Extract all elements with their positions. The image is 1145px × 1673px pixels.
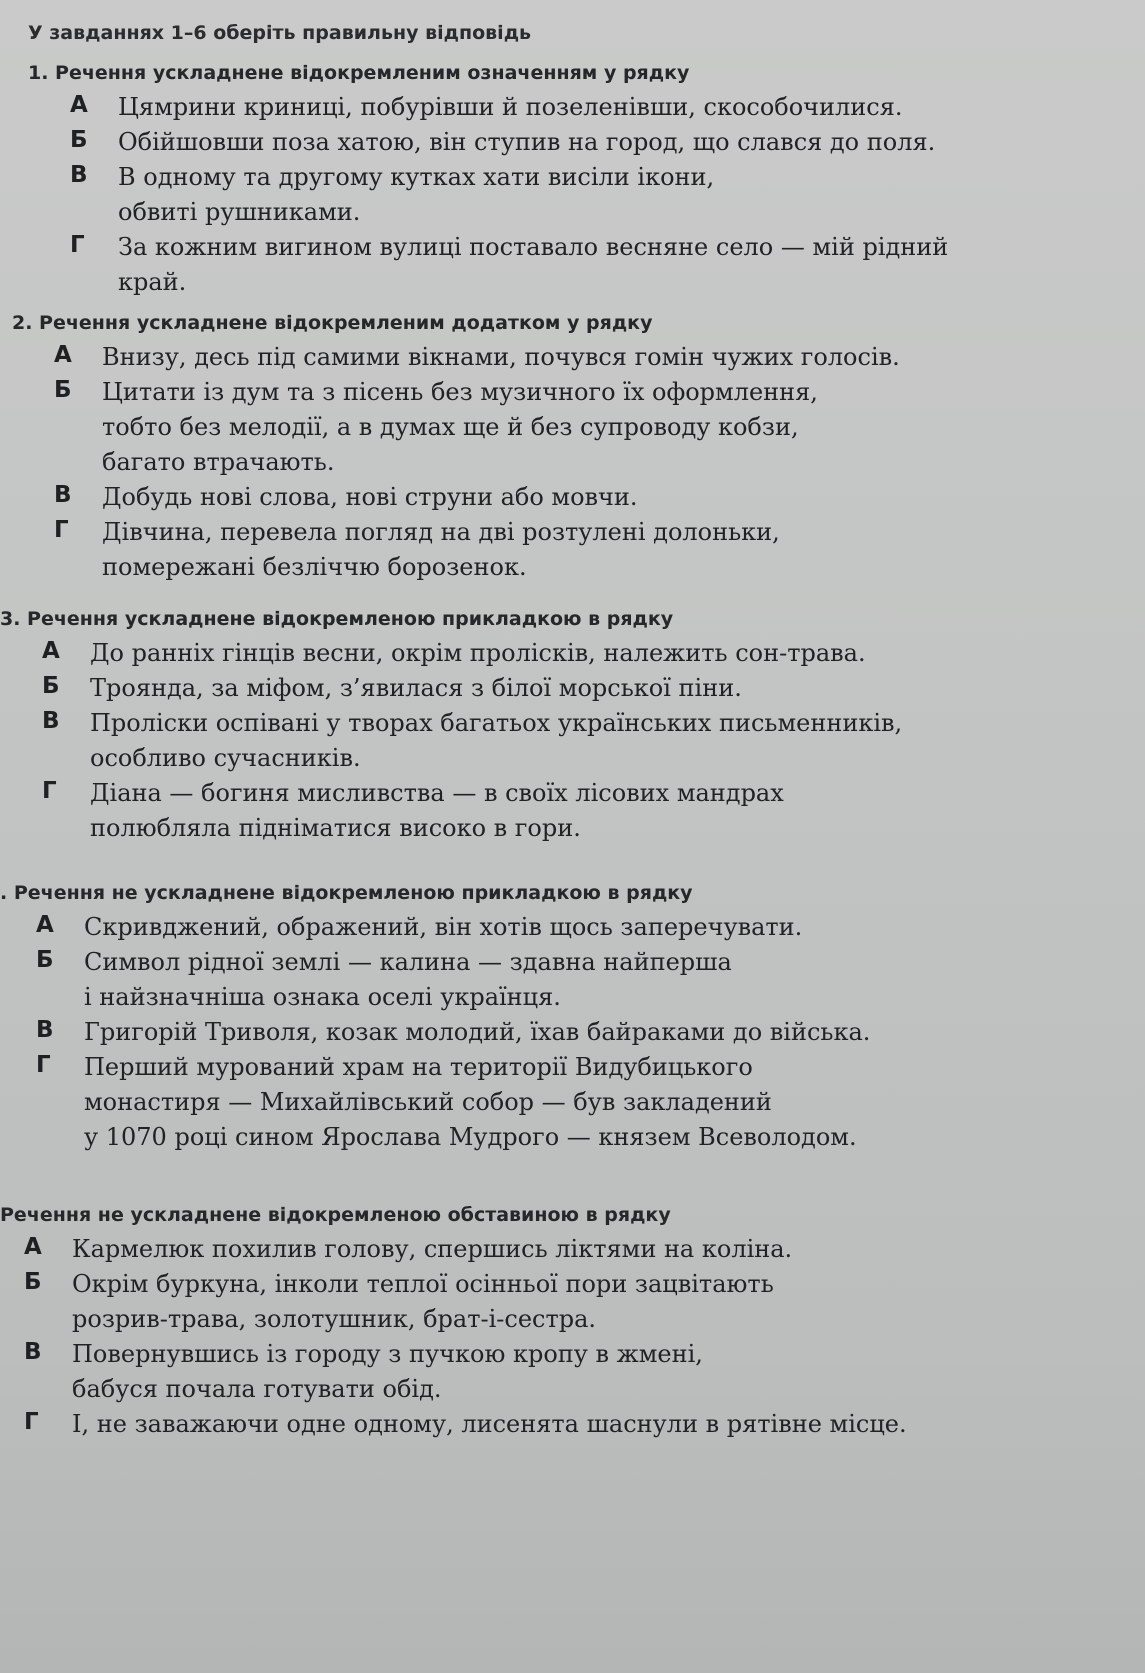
- answer-option: [54, 480, 900, 515]
- option-text-line: Троянда, за міфом, з’явилася з білої морської піни.: [90, 674, 742, 702]
- option-letter: Б: [70, 127, 88, 153]
- instruction-heading: У завданнях 1–6 оберіть правильну відповідь: [28, 22, 532, 44]
- option-text-line: В одному та другому кутках хати висіли ікони,: [118, 163, 715, 191]
- question-1: [28, 62, 949, 300]
- option-text-line: Символ рідної землі — калина — здавна найперша: [84, 948, 732, 976]
- option-letter: А: [42, 638, 60, 664]
- answer-option: [54, 340, 900, 375]
- option-text-line: полюбляла підніматися високо в гори.: [90, 814, 581, 842]
- option-letter: Г: [54, 517, 69, 543]
- answer-option: [36, 910, 870, 945]
- option-letter: В: [70, 162, 88, 188]
- option-text: [118, 125, 948, 160]
- option-letter: Б: [36, 947, 54, 973]
- option-letter: А: [24, 1234, 42, 1260]
- option-text-line: Окрім буркуна, інколи теплої осінньої пори зацвітають: [72, 1270, 774, 1298]
- option-letter: В: [54, 482, 72, 508]
- answer-option: [42, 636, 902, 671]
- answer-option: [70, 90, 948, 125]
- option-text-line: у 1070 році сином Ярослава Мудрого — князем Всеволодом.: [84, 1123, 857, 1151]
- option-text: [72, 1232, 907, 1267]
- question-3: [0, 608, 903, 846]
- option-text-line: Добудь нові слова, нові струни або мовчи.: [102, 483, 638, 511]
- option-text-line: Проліски оспівані у творах багатьох українських письменників,: [90, 709, 903, 737]
- option-letter: А: [36, 912, 54, 938]
- option-text-line: І, не заважаючи одне одному, лисенята шаснули в рятівне місце.: [72, 1410, 907, 1438]
- option-text-line: За кожним вигином вулиці поставало весняне село — мій рідний: [118, 233, 949, 261]
- option-letter: Г: [70, 232, 85, 258]
- option-text: [102, 375, 900, 480]
- option-text-line: тобто без мелодії, а в думах ще й без супроводу кобзи,: [102, 413, 799, 441]
- option-text: [102, 480, 900, 515]
- option-letter: Б: [42, 673, 60, 699]
- question-5: [0, 1204, 907, 1442]
- option-text: [102, 340, 900, 375]
- option-text-line: Кармелюк похилив голову, спершись ліктями на коліна.: [72, 1235, 793, 1263]
- option-text-line: До ранніх гінців весни, окрім пролісків, належить сон-трава.: [90, 639, 866, 667]
- answer-option: [70, 125, 948, 160]
- option-letter: Г: [36, 1052, 51, 1078]
- option-text: [90, 706, 902, 776]
- option-text: [72, 1267, 907, 1337]
- option-text-line: Обійшовши поза хатою, він ступив на город, що слався до поля.: [118, 128, 936, 156]
- answer-option: [24, 1337, 907, 1407]
- question-4: [0, 882, 871, 1155]
- option-letter: Б: [54, 377, 72, 403]
- option-text-line: Цямрини криниці, побурівши й позеленівши, скособочилися.: [118, 93, 903, 121]
- question-2: [12, 312, 900, 585]
- question-title: 3. Речення ускладнене відокремленою прикладкою в рядку: [0, 608, 674, 630]
- option-text: [90, 671, 902, 706]
- answer-option: [42, 671, 902, 706]
- option-letter: А: [54, 342, 72, 368]
- option-text: [84, 945, 870, 1015]
- option-letter: Г: [24, 1409, 39, 1435]
- answer-option: [54, 375, 900, 480]
- option-text: [118, 160, 948, 230]
- answer-option: [70, 230, 948, 300]
- option-letter: Б: [24, 1269, 42, 1295]
- option-text: [102, 515, 900, 585]
- answer-option: [42, 776, 902, 846]
- question-title: Речення не ускладнене відокремленою обставиною в рядку: [0, 1204, 671, 1226]
- option-text-line: Повернувшись із городу з пучкою кропу в жмені,: [72, 1340, 703, 1368]
- option-text-line: багато втрачають.: [102, 448, 335, 476]
- option-text-line: особливо сучасників.: [90, 744, 361, 772]
- option-letter: В: [24, 1339, 42, 1365]
- answer-option: [42, 706, 902, 776]
- answer-option: [36, 1050, 870, 1155]
- option-text: [90, 776, 902, 846]
- option-text: [72, 1337, 907, 1407]
- option-text: [72, 1407, 907, 1442]
- option-text-line: Цитати із дум та з пісень без музичного їх оформлення,: [102, 378, 818, 406]
- option-text-line: обвиті рушниками.: [118, 198, 361, 226]
- option-text-line: Григорій Триволя, козак молодий, їхав байраками до війська.: [84, 1018, 871, 1046]
- question-title: . Речення не ускладнене відокремленою прикладкою в рядку: [0, 882, 693, 904]
- answer-option: [70, 160, 948, 230]
- answer-option: [36, 945, 870, 1015]
- option-text-line: Внизу, десь під самими вікнами, почувся гомін чужих голосів.: [102, 343, 900, 371]
- option-text: [90, 636, 902, 671]
- option-text-line: і найзначніша ознака оселі українця.: [84, 983, 561, 1011]
- option-text-line: монастиря — Михайлівський собор — був закладений: [84, 1088, 772, 1116]
- answer-option: [24, 1407, 907, 1442]
- option-text-line: Перший мурований храм на території Видубицького: [84, 1053, 753, 1081]
- option-text: [118, 230, 948, 300]
- option-letter: В: [36, 1017, 54, 1043]
- answer-option: [24, 1232, 907, 1267]
- option-text-line: розрив-трава, золотушник, брат-і-сестра.: [72, 1305, 597, 1333]
- option-text-line: край.: [118, 268, 187, 296]
- option-text: [84, 1015, 870, 1050]
- option-text-line: Діана — богиня мисливства — в своїх лісових мандрах: [90, 779, 784, 807]
- answer-option: [36, 1015, 870, 1050]
- option-text: [84, 910, 870, 945]
- option-text-line: Дівчина, перевела погляд на дві розтулені долоньки,: [102, 518, 780, 546]
- option-letter: А: [70, 92, 88, 118]
- option-letter: В: [42, 708, 60, 734]
- option-text-line: бабуся почала готувати обід.: [72, 1375, 442, 1403]
- option-letter: Г: [42, 778, 57, 804]
- option-text-line: помережані безліччю борозенок.: [102, 553, 527, 581]
- option-text: [84, 1050, 870, 1155]
- question-title: 1. Речення ускладнене відокремленим означенням у рядку: [28, 62, 690, 84]
- question-title: 2. Речення ускладнене відокремленим додатком у рядку: [12, 312, 653, 334]
- option-text: [118, 90, 948, 125]
- answer-option: [24, 1267, 907, 1337]
- option-text-line: Скривджений, ображений, він хотів щось заперечувати.: [84, 913, 803, 941]
- answer-option: [54, 515, 900, 585]
